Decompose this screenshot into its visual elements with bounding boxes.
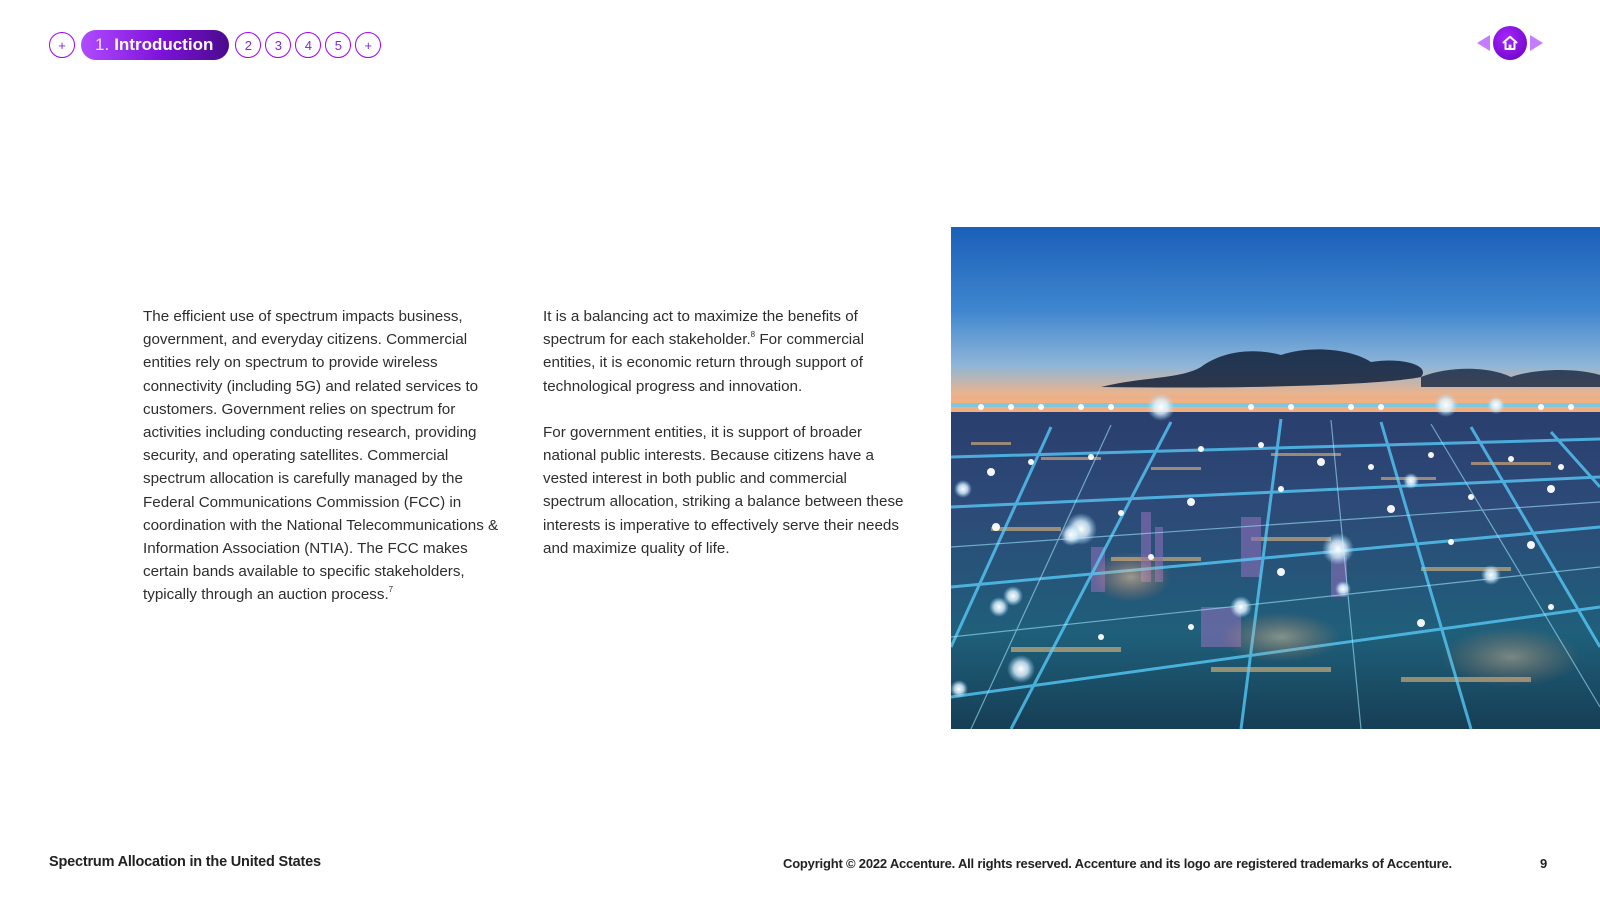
- intro-paragraph-2: [543, 305, 911, 398]
- next-page-arrow-icon[interactable]: [1530, 35, 1543, 51]
- section-5-button[interactable]: 5: [325, 32, 351, 58]
- page-number: 9: [1540, 856, 1548, 871]
- expand-sections-left-button[interactable]: +: [49, 32, 75, 58]
- tab-introduction-label: Introduction: [114, 35, 214, 54]
- intro-column-left: [143, 305, 505, 607]
- home-icon: [1501, 34, 1519, 52]
- tab-introduction-number: 1.: [95, 35, 110, 54]
- tab-introduction[interactable]: [81, 30, 229, 60]
- document-title: Spectrum Allocation in the United States: [49, 854, 321, 870]
- section-2-button[interactable]: 2: [235, 32, 261, 58]
- section-3-button[interactable]: 3: [265, 32, 291, 58]
- expand-sections-right-button[interactable]: +: [355, 32, 381, 58]
- section-4-button[interactable]: 4: [295, 32, 321, 58]
- section-navigation: [49, 30, 381, 60]
- footnote-8[interactable]: 8: [750, 330, 756, 340]
- footnote-7[interactable]: 7: [388, 585, 394, 595]
- intro-paragraph-2-text-b: For commercial entities, it is economic return through support of technological progress and innovation.: [543, 331, 864, 395]
- page-navigation: [1477, 26, 1543, 60]
- intro-paragraph-1: [143, 305, 505, 607]
- home-button[interactable]: [1493, 26, 1527, 60]
- intro-column-right: [543, 305, 911, 560]
- previous-page-arrow-icon[interactable]: [1477, 35, 1490, 51]
- intro-paragraph-1-text: The efficient use of spectrum impacts business, government, and everyday citizens. Commercial entities rely on spectrum to provide wireless connectivity (including 5G) and related services to customers. Government relies on spectrum for activities including conducting research, providing security, and operating satellites. Commercial spectrum allocation is carefully managed by the Federal Communications Commission (FCC) in coordination with the National Telecommunications & Information Association (NTIA). The FCC makes certain bands available to specific stakeholders, typically through an auction process.: [143, 308, 499, 604]
- intro-paragraph-3: For government entities, it is support of broader national public interests. Because citizens have a vested interest in both public and commercial spectrum allocation, striking a balance between these interests is imperative to effectively serve their needs and maximize quality of life.: [543, 423, 904, 557]
- city-network-photo: [951, 227, 1600, 729]
- copyright-notice: Copyright © 2022 Accenture. All rights reserved. Accenture and its logo are registered trademarks of Accenture.: [783, 856, 1452, 871]
- intro-paragraph-2-text-a: It is a balancing act to maximize the benefits of spectrum for each stakeholder.: [543, 308, 858, 349]
